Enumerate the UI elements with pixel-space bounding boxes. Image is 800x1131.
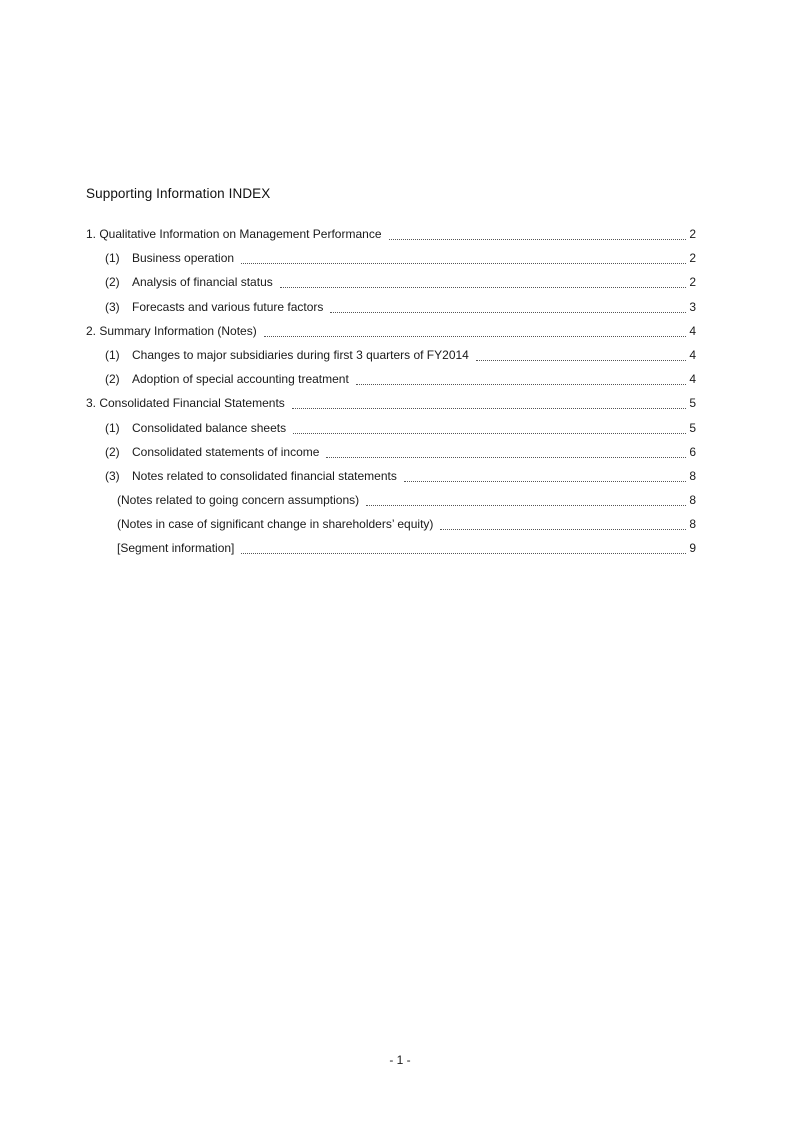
toc-dot-leader: [356, 371, 686, 385]
toc-entry-number: (1): [105, 347, 120, 362]
toc-page-number: 6: [689, 444, 696, 459]
toc-entry-2-2[interactable]: [86, 371, 696, 395]
toc-entry-1-2[interactable]: [86, 274, 696, 298]
toc-entry-shareholders-equity-notes[interactable]: [86, 516, 696, 540]
toc-entry-text: (Notes related to going concern assumptions): [117, 493, 360, 508]
toc-entry-1-1[interactable]: [86, 250, 696, 274]
toc-dot-leader: [366, 492, 686, 506]
toc-entry-section-2[interactable]: [86, 323, 696, 347]
toc-page-number: 2: [689, 251, 696, 266]
toc-page-number: 9: [689, 541, 696, 556]
toc-entry-section-1[interactable]: [86, 226, 696, 250]
toc-dot-leader: [293, 420, 686, 434]
toc-entry-text: Forecasts and various future factors: [132, 299, 324, 314]
toc-dot-leader: [264, 323, 686, 337]
toc-entry-text: Notes related to consolidated financial statements: [132, 468, 397, 483]
toc-entry-text: Changes to major subsidiaries during first 3 quarters of FY2014: [132, 347, 469, 362]
toc-dot-leader: [241, 540, 686, 554]
index-title: Supporting Information INDEX: [86, 186, 271, 201]
toc-entry-text: Business operation: [132, 251, 235, 266]
toc-page-number: 5: [689, 396, 696, 411]
toc-entry-segment-information[interactable]: [86, 540, 696, 564]
toc-entry-text: [Segment information]: [117, 541, 235, 556]
toc-page-number: 8: [689, 493, 696, 508]
toc-dot-leader: [389, 226, 687, 240]
toc-entry-section-3[interactable]: [86, 395, 696, 419]
toc-page-number: 4: [689, 372, 696, 387]
toc-entry-number: (3): [105, 299, 120, 314]
toc-dot-leader: [330, 299, 686, 313]
toc-page-number: 5: [689, 420, 696, 435]
toc-entry-text: Consolidated statements of income: [132, 444, 320, 459]
toc-entry-number: (2): [105, 372, 120, 387]
toc-entry-3-1[interactable]: [86, 420, 696, 444]
toc-dot-leader: [440, 516, 686, 530]
toc-entry-text: Consolidated balance sheets: [132, 420, 287, 435]
toc-entry-text: 2. Summary Information (Notes): [86, 323, 257, 338]
toc-entry-text: (Notes in case of significant change in shareholders’ equity): [117, 517, 434, 532]
toc-entry-going-concern-notes[interactable]: [86, 492, 696, 516]
toc-entry-1-3[interactable]: [86, 299, 696, 323]
toc-page-number: 4: [689, 323, 696, 338]
toc-entry-text: Analysis of financial status: [132, 275, 273, 290]
toc-page-number: 8: [689, 517, 696, 532]
toc-page-number: 4: [689, 347, 696, 362]
toc-entry-text: 1. Qualitative Information on Management Performance: [86, 227, 382, 241]
table-of-contents: [86, 226, 696, 565]
toc-entry-text: 3. Consolidated Financial Statements: [86, 396, 285, 411]
toc-entry-3-3[interactable]: [86, 468, 696, 492]
toc-page-number: 8: [689, 468, 696, 483]
toc-dot-leader: [404, 468, 686, 482]
toc-entry-number: (1): [105, 251, 120, 266]
page-number-footer: - 1 -: [389, 1053, 411, 1067]
toc-entry-number: (2): [105, 444, 120, 459]
toc-page-number: 2: [689, 227, 696, 241]
toc-entry-number: (3): [105, 468, 120, 483]
toc-dot-leader: [476, 347, 686, 361]
toc-dot-leader: [326, 444, 686, 458]
toc-entry-3-2[interactable]: [86, 444, 696, 468]
toc-entry-number: (2): [105, 275, 120, 290]
toc-page-number: 2: [689, 275, 696, 290]
toc-entry-2-1[interactable]: [86, 347, 696, 371]
toc-dot-leader: [241, 250, 686, 264]
toc-dot-leader: [292, 395, 686, 409]
toc-entry-text: Adoption of special accounting treatment: [132, 372, 349, 387]
toc-dot-leader: [280, 274, 686, 288]
toc-page-number: 3: [689, 299, 696, 314]
toc-entry-number: (1): [105, 420, 120, 435]
